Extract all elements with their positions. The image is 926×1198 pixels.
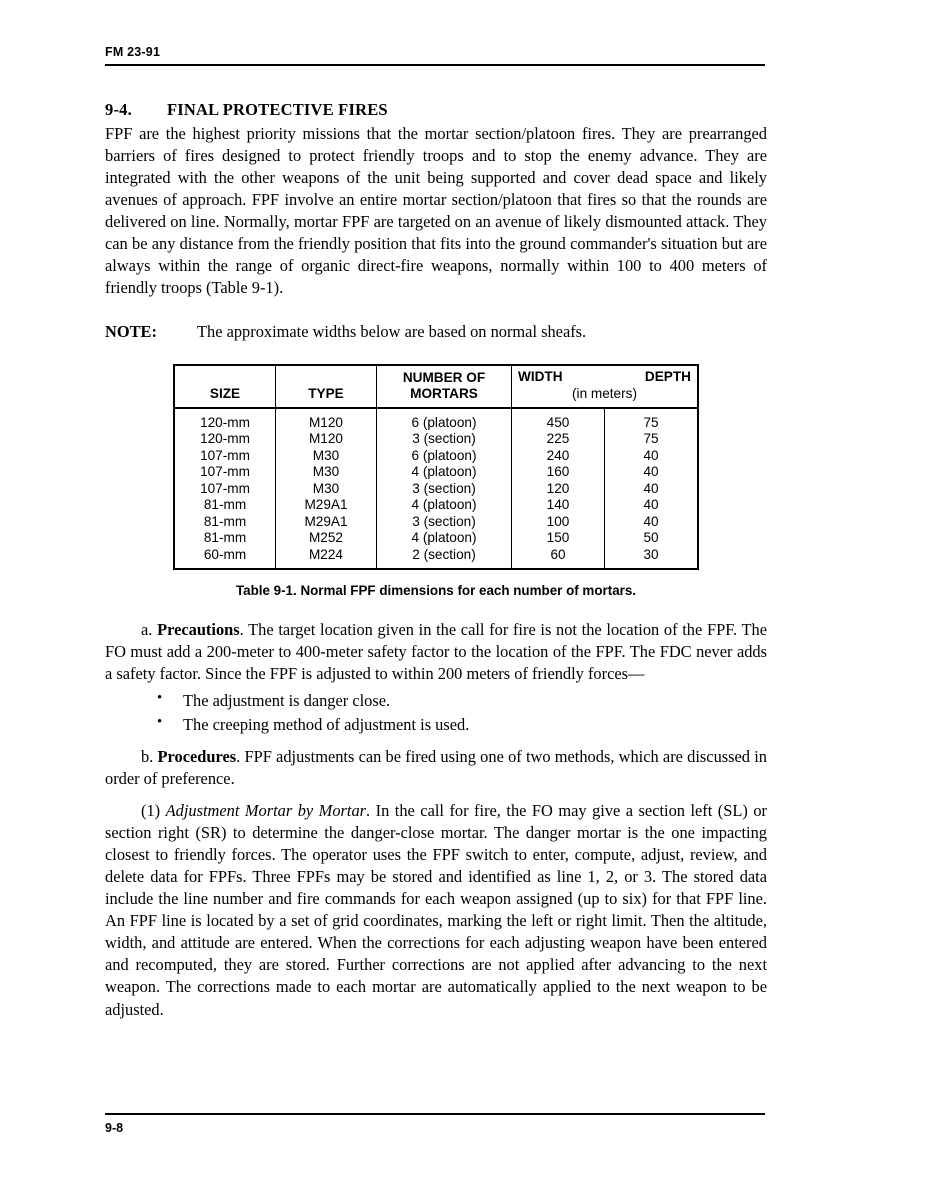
cell-width: 60 xyxy=(512,547,605,570)
cell-type: M120 xyxy=(276,431,377,448)
cell-mortars: 4 (platoon) xyxy=(377,497,512,514)
note-text: The approximate widths below are based on normal sheafs. xyxy=(197,321,587,341)
cell-mortars: 2 (section) xyxy=(377,547,512,570)
cell-depth: 40 xyxy=(605,464,699,481)
table-head xyxy=(174,365,698,408)
cell-width: 120 xyxy=(512,481,605,498)
table-header-row xyxy=(174,365,698,408)
cell-type: M30 xyxy=(276,481,377,498)
paragraph-a-letter: a. xyxy=(141,620,153,640)
paragraph-a-text: . The target location given in the call for fire is not the location of the FPF. The FO must add a 200-meter to 400-meter safety factor to the location of the FPF. The FDC never adds a safety factor. Since the FPF is adjusted to within 200 meters of friendly forces— xyxy=(105,620,767,684)
table-container xyxy=(105,364,767,571)
cell-depth: 50 xyxy=(605,530,699,547)
cell-type: M30 xyxy=(276,448,377,465)
cell-size: 60-mm xyxy=(203,546,247,562)
cell-type: M252 xyxy=(276,530,377,547)
cell-mortars: 6 (platoon) xyxy=(377,448,512,465)
cell-mortars: 3 (section) xyxy=(377,514,512,531)
paragraph-b-letter: b. xyxy=(141,746,154,766)
fpf-dimensions-table xyxy=(173,364,699,571)
table-row xyxy=(174,408,698,432)
paragraph-b-text: . FPF adjustments can be fired using one of two methods, which are discussed in order of preference. xyxy=(105,746,767,788)
cell-type: M224 xyxy=(276,547,377,570)
table-row xyxy=(174,530,698,547)
cell-mortars: 4 (platoon) xyxy=(377,464,512,481)
table-row xyxy=(174,547,698,570)
page-content xyxy=(105,100,767,1021)
paragraph-b1-number: (1) xyxy=(141,800,161,820)
column-header-width-depth xyxy=(512,365,699,408)
cell-type: M120 xyxy=(276,408,377,432)
cell-width: 150 xyxy=(512,530,605,547)
cell-depth: 40 xyxy=(605,481,699,498)
cell-width: 450 xyxy=(512,408,605,432)
paragraph-a xyxy=(105,619,767,685)
cell-mortars: 4 (platoon) xyxy=(377,530,512,547)
column-header-mortars xyxy=(377,365,512,408)
paragraph-b-title: Procedures xyxy=(157,746,237,766)
section-intro-paragraph: FPF are the highest priority missions that the mortar section/platoon fires. They are prearranged barriers of fires designed to protect friendly troops and to stop the enemy advance. They are integrated with the other weapons of the unit being supported and cover dead space and likely avenues of approach. FPF involve an entire mortar section/platoon that fires so that the rounds are delivered on line. Normally, mortar FPF are targeted on an avenue of likely dismounted attack. They can be any distance from the friendly position that fits into the ground commander's situation but are always within the range of organic direct-fire weapons, normally within 100 to 400 meters of friendly troops (Table 9-1). xyxy=(105,124,767,298)
table-row xyxy=(174,481,698,498)
table-caption: Table 9-1. Normal FPF dimensions for each number of mortars. xyxy=(235,583,637,599)
page-footer xyxy=(105,1113,765,1135)
column-header-size: SIZE xyxy=(174,365,276,408)
cell-size: 81-mm xyxy=(203,497,247,513)
precaution-bullet-list xyxy=(105,689,767,736)
section-title-text: FINAL PROTECTIVE FIRES xyxy=(167,100,388,119)
cell-size: 120-mm xyxy=(200,414,250,430)
cell-width: 140 xyxy=(512,497,605,514)
cell-type: M29A1 xyxy=(276,514,377,531)
cell-size: 107-mm xyxy=(200,464,250,480)
column-header-mortars-line2: MORTARS xyxy=(410,385,478,401)
manual-number: FM 23-91 xyxy=(105,45,161,59)
table-row xyxy=(174,514,698,531)
paragraph-b xyxy=(105,746,767,790)
table-row xyxy=(174,448,698,465)
paragraph-b1 xyxy=(105,800,767,1021)
list-item: • The creeping method of adjustment is used. xyxy=(105,713,767,736)
page-header xyxy=(105,45,765,66)
footer-rule xyxy=(105,1113,765,1115)
table-body xyxy=(174,408,698,570)
cell-depth: 40 xyxy=(605,448,699,465)
table-row xyxy=(174,497,698,514)
cell-width: 100 xyxy=(512,514,605,531)
cell-mortars: 3 (section) xyxy=(377,481,512,498)
cell-size: 81-mm xyxy=(203,530,247,546)
cell-size: 107-mm xyxy=(200,447,250,463)
cell-depth: 75 xyxy=(605,408,699,432)
page-title xyxy=(105,100,767,120)
column-header-mortars-line1: NUMBER OF xyxy=(402,369,486,385)
header-rule xyxy=(105,64,765,66)
page-number: 9-8 xyxy=(105,1121,124,1135)
cell-depth: 40 xyxy=(605,497,699,514)
column-header-units: (in meters) xyxy=(572,385,637,401)
cell-size: 81-mm xyxy=(203,513,247,529)
cell-depth: 40 xyxy=(605,514,699,531)
cell-type: M29A1 xyxy=(276,497,377,514)
paragraph-a-title: Precautions xyxy=(157,620,240,640)
list-item: • The adjustment is danger close. xyxy=(105,689,767,712)
cell-mortars: 6 (platoon) xyxy=(377,408,512,432)
cell-size: 107-mm xyxy=(200,480,250,496)
paragraph-b1-title: Adjustment Mortar by Mortar xyxy=(165,800,367,820)
table-row xyxy=(174,431,698,448)
column-header-width: WIDTH xyxy=(518,368,563,384)
column-header-type: TYPE xyxy=(276,365,377,408)
cell-width: 160 xyxy=(512,464,605,481)
cell-depth: 75 xyxy=(605,431,699,448)
note-label: NOTE: xyxy=(105,321,157,341)
cell-width: 240 xyxy=(512,448,605,465)
note-block xyxy=(105,322,767,342)
table-row xyxy=(174,464,698,481)
paragraph-b1-text: . In the call for fire, the FO may give a section left (SL) or section right (SR) to determine the danger-close mortar. The danger mortar is the one impacting closest to friendly forces. The operator uses the FPF switch to enter, compute, adjust, review, and delete data for FPFs. Three FPFs may be stored and identified as line 1, 2, or 3. The stored data include the line number and fire commands for each weapon assigned (up to six) for that FPF line. An FPF line is located by a set of grid coordinates, marking the left or right limit. Then the altitude, width, and attitude are entered. When the corrections for each adjusting weapon have been entered and recomputed, they are stored. Further corrections are not applied after advancing to the next weapon. The corrections made to each mortar are automatically applied to the next weapon to be adjusted. xyxy=(105,800,767,1019)
section-number: 9-4. xyxy=(105,100,132,119)
column-header-depth: DEPTH xyxy=(644,368,691,384)
cell-size: 120-mm xyxy=(200,431,250,447)
cell-mortars: 3 (section) xyxy=(377,431,512,448)
cell-depth: 30 xyxy=(605,547,699,570)
cell-type: M30 xyxy=(276,464,377,481)
cell-width: 225 xyxy=(512,431,605,448)
